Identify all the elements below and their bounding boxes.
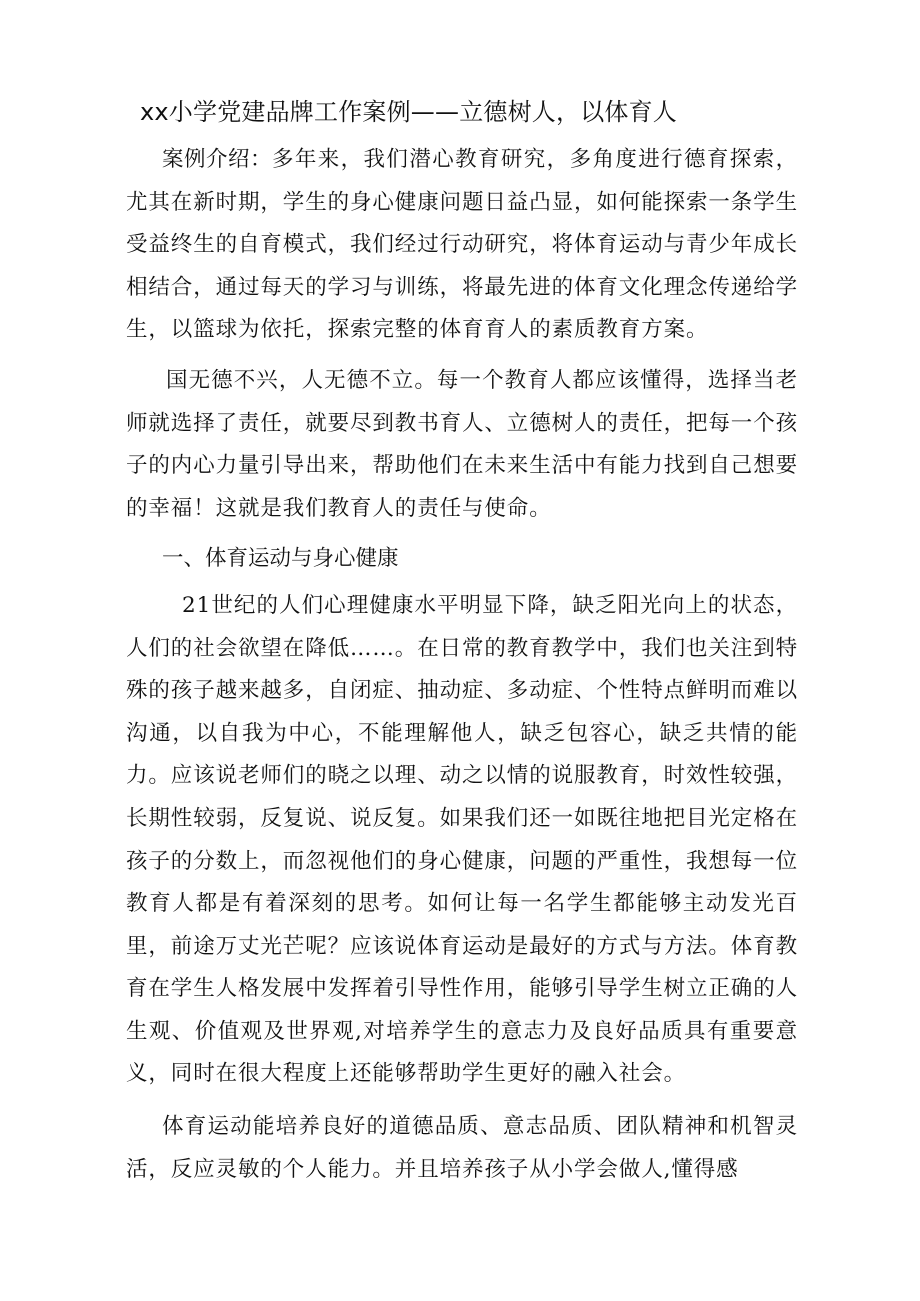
intro-text: 多年来，我们潜心教育研究，多角度进行德育探索，尤其在新时期，学生的身心健康问题日益凸显，如何能探索一条学生受益终生的自育模式，我们经过行动研究，将体育运动与青少年成长相结合，通过每天的学习与训练，将最先进的体育文化理念传递给学生，以篮球为依托，探索完整的体育育人的素质教育方案。 [126,147,799,343]
intro-label: 案例介绍： [162,147,272,172]
paragraph-4: 体育运动能培养良好的道德品质、意志品质、团队精神和机智灵活，反应灵敏的个人能力。并且培养孩子从小学会做人,懂得感 [126,1114,798,1182]
paragraph-3: 21世纪的人们心理健康水平明显下降，缺乏阳光向上的状态，人们的社会欲望在降低……。在日常的教育教学中，我们也关注到特殊的孩子越来越多，自闭症、抽动症、多动症、个性特点鲜明而难以沟通，以自我为中心，不能理解他人，缺乏包容心，缺乏共情的能力。应该说老师们的晓之以理、动之以情的说服教育，时效性较强，长期性较弱，反复说、说反复。如果我们还一如既往地把目光定格在孩子的分数上，而忽视他们的身心健康，问题的严重性，我想每一位教育人都是有着深刻的思考。如何让每一名学生都能够主动发光百里，前途万丈光芒呢？应该说体育运动是最好的方式与方法。体育教育在学生人格发展中发挥着引导性作用，能够引导学生树立正确的人生观、价值观及世界观,对培养学生的意志力及良好品质具有重要意义，同时在很大程度上还能够帮助学生更好的融入社会。 [126,592,799,1087]
paragraph-2: 国无德不兴，人无德不立。每一个教育人都应该懂得，选择当老师就选择了责任，就要尽到教书育人、立德树人的责任，把每一个孩子的内心力量引导出来，帮助他们在未来生活中有能力找到自己想要的幸福！这就是我们教育人的责任与使命。 [126,367,799,521]
document-title: xx小学党建品牌工作案例——立德树人，以体育人 [140,98,678,126]
section-1-heading: 一、体育运动与身心健康 [162,546,399,572]
document-body [126,139,798,1191]
intro-paragraph [126,139,798,352]
